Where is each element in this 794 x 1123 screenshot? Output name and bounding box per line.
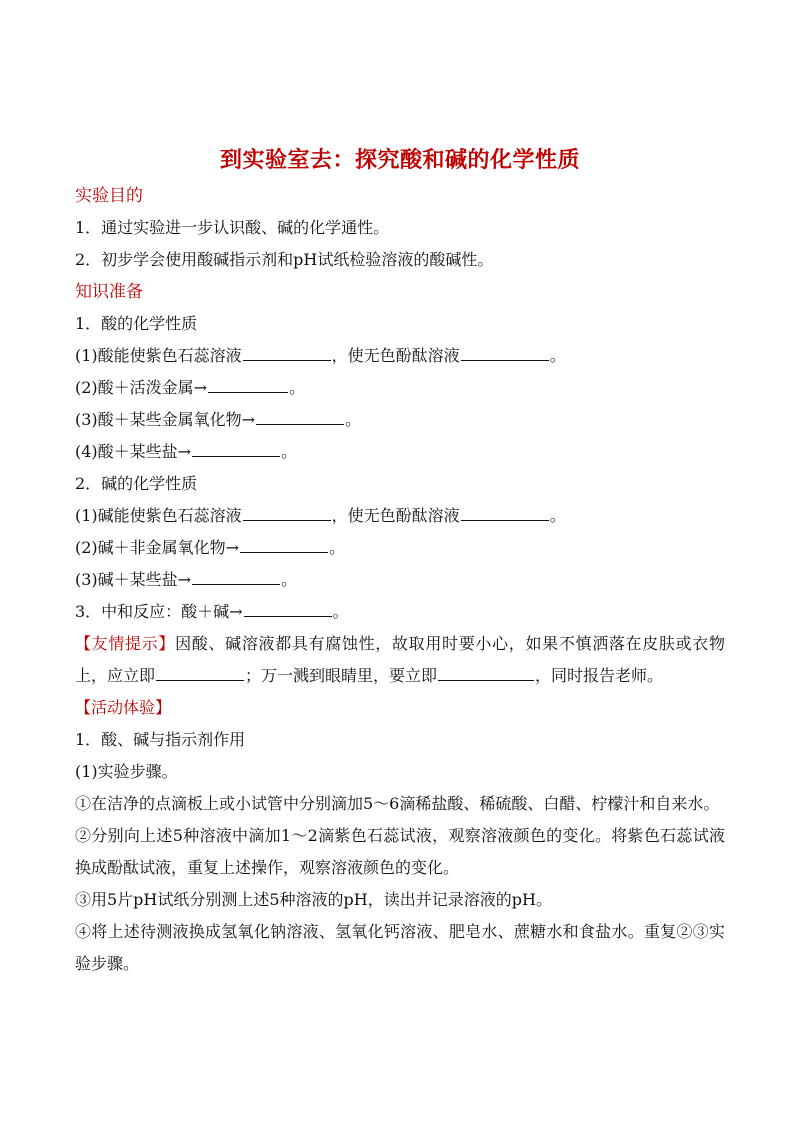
- acid-l2-text-a: (2)酸＋活泼金属→: [75, 378, 208, 397]
- acid-heading: 1．酸的化学性质: [75, 314, 198, 333]
- acid-l2-text-b: 。: [289, 378, 306, 397]
- section-heading-purpose: 实验目的: [75, 186, 143, 206]
- answer-blank[interactable]: [244, 598, 332, 617]
- neutral-text-b: 。: [332, 602, 349, 621]
- answer-blank[interactable]: [461, 342, 549, 361]
- base-l2-text-a: (2)碱＋非金属氧化物→: [75, 538, 240, 557]
- step-3: ③用5片pH试纸分别测上述5种溶液的pH，读出并记录溶液的pH。: [75, 890, 552, 909]
- base-l3-text-a: (3)碱＋某些盐→: [75, 570, 192, 589]
- base-line-3: [75, 564, 725, 596]
- answer-blank[interactable]: [208, 374, 288, 393]
- activity-label: 【活动体验】: [75, 698, 172, 717]
- base-l1-text-a: (1)碱能使紫色石蕊溶液: [75, 506, 242, 525]
- answer-blank[interactable]: [192, 438, 280, 457]
- step-1: ①在洁净的点滴板上或小试管中分别滴加5～6滴稀盐酸、稀硫酸、白醋、柠檬汁和自来水。: [75, 794, 720, 813]
- acid-l4-text-a: (4)酸＋某些盐→: [75, 442, 192, 461]
- page-title: 到实验室去：探究酸和碱的化学性质: [219, 148, 580, 173]
- answer-blank[interactable]: [243, 342, 331, 361]
- acid-l4-text-b: 。: [281, 442, 298, 461]
- answer-blank[interactable]: [438, 662, 534, 681]
- step-2: ②分别向上述5种溶液中滴加1～2滴紫色石蕊试液，观察溶液颜色的变化。将紫色石蕊试液换成酚酞试液，重复上述操作，观察溶液颜色的变化。: [75, 826, 725, 877]
- answer-blank[interactable]: [156, 662, 244, 681]
- tip-text-3: ，同时报告老师。: [535, 666, 664, 685]
- answer-blank[interactable]: [256, 406, 344, 425]
- answer-blank[interactable]: [240, 534, 328, 553]
- acid-line-1: [75, 340, 725, 372]
- worksheet: [75, 146, 725, 980]
- acid-l1-text-b: ，使无色酚酞溶液: [331, 346, 460, 365]
- base-line-2: [75, 532, 725, 564]
- acid-l3-text-a: (3)酸＋某些金属氧化物→: [75, 410, 256, 429]
- base-l2-text-b: 。: [329, 538, 346, 557]
- tip-label: 【友情提示】: [75, 634, 176, 653]
- base-l3-text-b: 。: [281, 570, 298, 589]
- neutralization-line: [75, 596, 725, 628]
- answer-blank[interactable]: [192, 566, 280, 585]
- tip-text-1: 因酸、碱溶液都具有腐蚀性，故取用时要小心，如果不慎洒落在皮肤或衣物上，应立即: [75, 634, 725, 685]
- answer-blank[interactable]: [243, 502, 331, 521]
- base-line-1: [75, 500, 725, 532]
- acid-l3-text-b: 。: [345, 410, 362, 429]
- acid-l1-text-a: (1)酸能使紫色石蕊溶液: [75, 346, 242, 365]
- section-heading-knowledge: 知识准备: [75, 282, 143, 302]
- acid-line-2: [75, 372, 725, 404]
- acid-l1-text-c: 。: [549, 346, 566, 365]
- activity-heading: 1．酸、碱与指示剂作用: [75, 730, 246, 749]
- acid-line-3: [75, 404, 725, 436]
- purpose-item-2: 2．初步学会使用酸碱指示剂和pH试纸检验溶液的酸碱性。: [75, 250, 494, 269]
- answer-blank[interactable]: [461, 502, 549, 521]
- neutral-text-a: 3．中和反应：酸＋碱→: [75, 602, 243, 621]
- tip-text-2: ；万一溅到眼睛里，要立即: [245, 666, 438, 685]
- base-l1-text-c: 。: [549, 506, 566, 525]
- steps-title: (1)实验步骤。: [75, 762, 178, 781]
- base-heading: 2．碱的化学性质: [75, 474, 198, 493]
- acid-line-4: [75, 436, 725, 468]
- safety-tip: [75, 628, 725, 692]
- purpose-item-1: 1．通过实验进一步认识酸、碱的化学通性。: [75, 218, 390, 237]
- base-l1-text-b: ，使无色酚酞溶液: [331, 506, 460, 525]
- step-4: ④将上述待测液换成氢氧化钠溶液、氢氧化钙溶液、肥皂水、蔗糖水和食盐水。重复②③实验步骤。: [75, 922, 725, 973]
